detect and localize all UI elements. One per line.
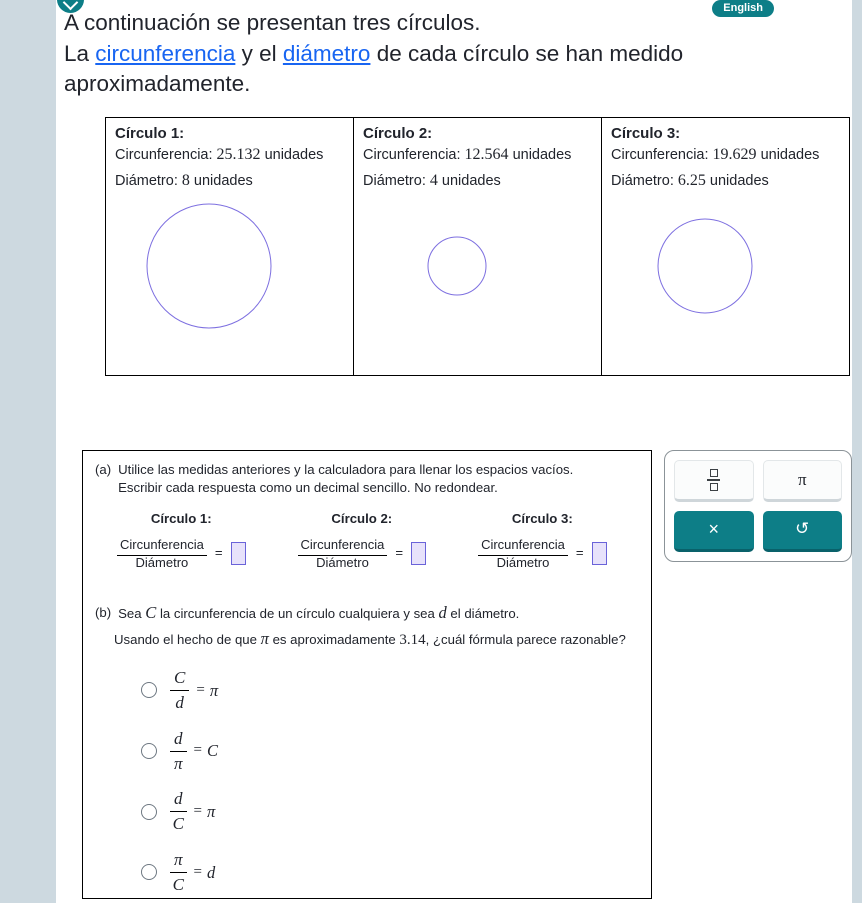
- pi-symbol: π: [260, 628, 269, 648]
- option-row-4: [141, 851, 639, 894]
- option-1-fraction: $\frac{C}{d}$: [170, 669, 189, 712]
- part-b-label: (b): [95, 605, 112, 620]
- circle-3-title: Círculo 3:: [611, 125, 681, 142]
- fraction-key[interactable]: [674, 460, 754, 502]
- circle-1-drawing: [139, 198, 279, 334]
- undo-icon: ↺: [795, 518, 810, 539]
- part-a-instruction-2: Escribir cada respuesta como un decimal sencillo. No redondear.: [118, 479, 498, 495]
- option-row-2: [141, 730, 639, 773]
- part-b-panel: [82, 591, 652, 899]
- ratio-fraction-1: Circunferencia Diámetro: [117, 537, 207, 570]
- equals-sign: =: [193, 802, 202, 819]
- option-2-fraction: $\frac{d}{\pi}$: [170, 730, 187, 773]
- circle-1-circumference: Circunferencia: 25.132 unidades: [115, 146, 324, 163]
- radio-option-4[interactable]: [141, 864, 157, 880]
- part-a-label: (a): [95, 462, 112, 477]
- part-a-column-2-title: Círculo 2:: [331, 511, 393, 526]
- equals-sign: =: [196, 681, 205, 698]
- radio-option-2[interactable]: [141, 743, 157, 759]
- part-a-instruction-1: Utilice las medidas anteriores y la calculadora para llenar los espacios vacíos.: [118, 462, 574, 477]
- option-4-fraction: $\frac{\pi}{C}$: [170, 851, 187, 894]
- answer-input-circle-2[interactable]: [411, 542, 426, 565]
- part-a-column-circle-2: [298, 510, 427, 570]
- circle-2-circumference: Circunferencia: 12.564 unidades: [363, 146, 572, 163]
- intro-text: [64, 8, 834, 100]
- equals-sign: =: [395, 545, 404, 561]
- part-a-panel: [82, 450, 652, 592]
- equals-sign: =: [193, 742, 202, 759]
- option-2-rhs: C: [206, 741, 218, 761]
- option-3-fraction: $\frac{d}{C}$: [170, 790, 187, 833]
- option-3-rhs: π: [206, 801, 216, 821]
- option-4-rhs: d: [207, 862, 216, 882]
- var-C: C: [145, 603, 157, 622]
- circle-1-diameter: Diámetro: 8 unidades: [115, 172, 253, 189]
- part-b-statement: [95, 604, 639, 623]
- option-row-3: [141, 790, 639, 833]
- part-b-line-1: Sea C la circunferencia de un círculo cualquiera y sea d el diámetro.: [118, 603, 520, 622]
- part-a-column-circle-1: [117, 510, 246, 570]
- part-a-column-3-title: Círculo 3:: [511, 511, 573, 526]
- fraction-icon: [707, 469, 720, 491]
- circle-3-circumference: Circunferencia: 19.629 unidades: [611, 146, 820, 163]
- intro-line-3: aproximadamente.: [64, 71, 251, 96]
- intro-line-2: La circunferencia y el diámetro de cada círculo se han medido: [64, 40, 684, 66]
- equals-sign: =: [575, 545, 584, 561]
- circle-2-drawing: [387, 198, 527, 334]
- circle-1-shape: [147, 204, 271, 328]
- circle-3-cell: [602, 118, 849, 375]
- circles-table: [105, 117, 850, 376]
- circle-3-shape: [658, 219, 752, 313]
- answer-input-circle-1[interactable]: [231, 542, 246, 565]
- part-b-line-2: Usando el hecho de que π es aproximadamente 3.14, ¿cuál fórmula parece razonable?: [114, 628, 626, 648]
- var-d: d: [438, 603, 447, 622]
- left-gutter: [0, 0, 56, 903]
- circle-2-shape: [428, 237, 486, 295]
- diameter-link[interactable]: diámetro: [282, 40, 371, 66]
- circle-3-drawing: [635, 198, 775, 334]
- radio-option-3[interactable]: [141, 804, 157, 820]
- pi-key[interactable]: [763, 460, 843, 502]
- intro-line-1: A continuación se presentan tres círculos.: [64, 10, 481, 35]
- radio-option-1[interactable]: [141, 682, 157, 698]
- circumference-link[interactable]: circunferencia: [95, 40, 236, 66]
- ratio-fraction-2: Circunferencia Diámetro: [298, 537, 388, 570]
- option-row-1: [141, 669, 639, 712]
- circle-2-cell: [354, 118, 602, 375]
- part-b-options: [141, 669, 639, 894]
- circle-1-cell: [106, 118, 354, 375]
- circle-1-title: Círculo 1:: [115, 125, 185, 142]
- ratio-fraction-3: Circunferencia Diámetro: [478, 537, 568, 570]
- part-a-column-circle-3: [478, 510, 607, 570]
- circle-2-diameter: Diámetro: 4 unidades: [363, 172, 501, 189]
- circle-3-diameter: Diámetro: 6.25 unidades: [611, 172, 769, 189]
- option-1-rhs: π: [209, 680, 219, 700]
- part-a-column-1-title: Círculo 1:: [150, 511, 212, 526]
- pi-key-label: π: [797, 469, 807, 489]
- part-a-instructions: [95, 461, 639, 496]
- equals-sign: =: [214, 545, 223, 561]
- language-toggle-button[interactable]: English: [712, 0, 774, 17]
- calculator-panel: [664, 450, 852, 562]
- multiply-key[interactable]: [674, 511, 754, 553]
- multiply-icon: ×: [708, 519, 719, 540]
- equals-sign: =: [193, 863, 202, 880]
- right-gutter: [852, 0, 862, 903]
- answer-input-circle-3[interactable]: [592, 542, 607, 565]
- circle-2-title: Círculo 2:: [363, 125, 433, 142]
- undo-key[interactable]: [763, 511, 843, 553]
